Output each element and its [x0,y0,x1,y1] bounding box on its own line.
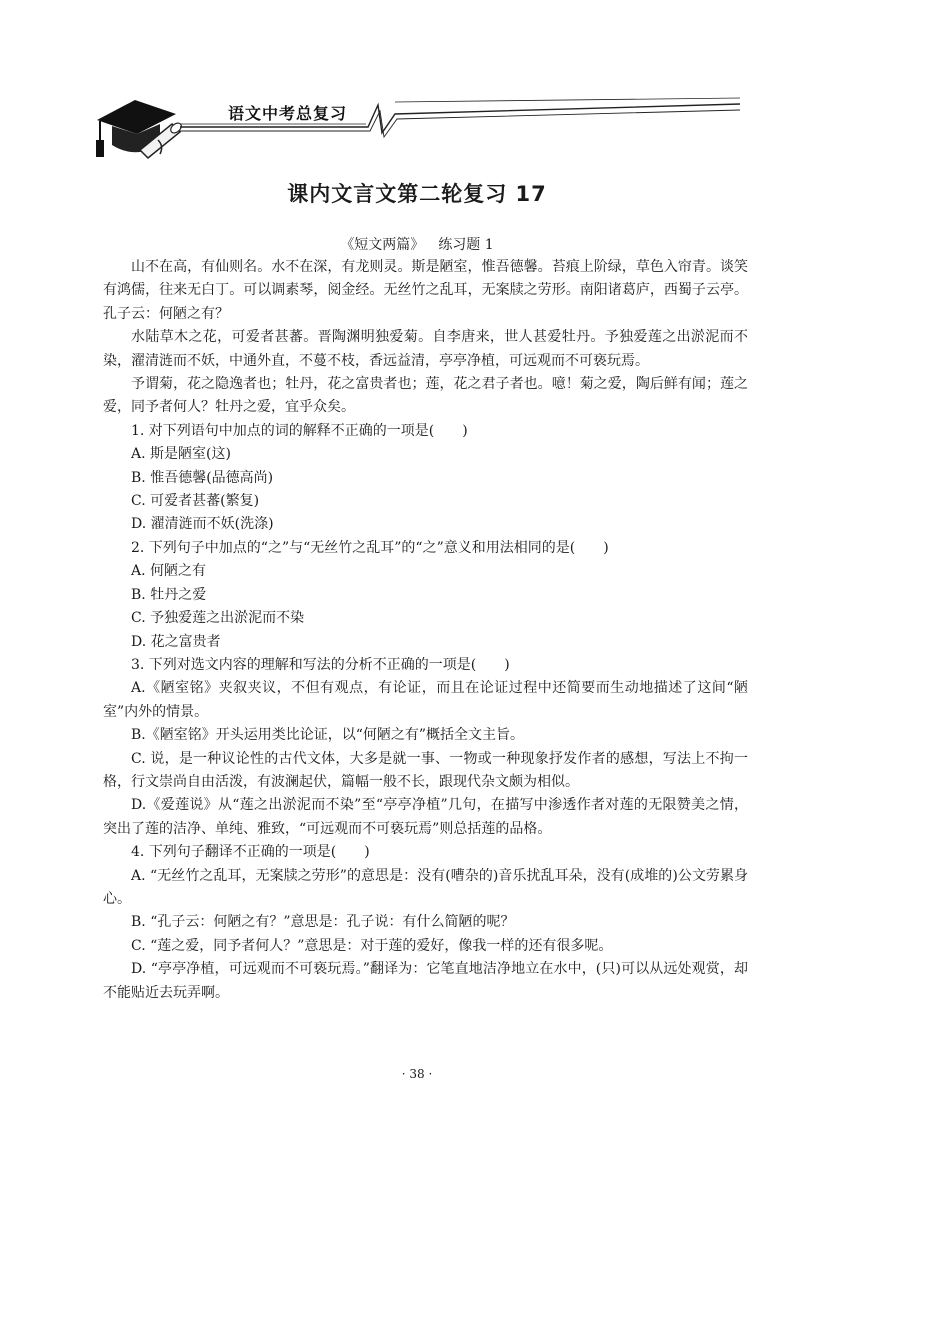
header-banner [0,0,950,170]
answer-option: C. “莲之爱，同予者何人？”意思是：对于莲的爱好，像我一样的还有很多呢。 [131,937,613,954]
subtitle-work: 《短文两篇》 [340,237,425,253]
answer-option: A. 斯是陋室(这) [131,446,231,463]
answer-option: B. 惟吾德馨(品德高尚) [131,469,274,486]
page-title: 课内文言文第二轮复习 17 [287,182,547,206]
header-title: 语文中考总复习 [228,104,348,123]
answer-option: B. “孔子云：何陋之有？”意思是：孔子说：有什么简陋的呢？ [131,914,515,931]
page-number: · 38 · [401,1067,433,1081]
answer-option: C. 说，是一种议论性的古代文体，大多是就一事、一物或一种现象抒发作者的感想，写法上不拘一格，行文崇尚自由活泼，有波澜起伏，篇幅一般不长，跟现代杂文颇为相似。 [103,750,748,790]
answer-option: D. 花之富贵者 [131,633,221,650]
graduation-cap-icon [96,100,176,157]
document-body [103,256,748,1005]
question-stem: 2. 下列句子中加点的“之”与“无丝竹之乱耳”的“之”意义和用法相同的是( ) [131,539,609,556]
question-stem: 1. 对下列语句中加点的词的解释不正确的一项是( ) [131,422,468,439]
answer-option: A. “无丝竹之乱耳，无案牍之劳形”的意思是：没有(嘈杂的)音乐扰乱耳朵，没有(成堆的)公文劳累身心。 [103,867,748,907]
subtitle-exercise: 练习题 1 [438,237,494,253]
answer-option: A.《陋室铭》夹叙夹议，不但有观点，有论证，而且在论证过程中还简要而生动地描述了这间“陋室”内外的情景。 [103,680,748,720]
passage-paragraph: 山不在高，有仙则名。水不在深，有龙则灵。斯是陋室，惟吾德馨。苔痕上阶绿，草色入帘青。谈笑有鸿儒，往来无白丁。可以调素琴，阅金经。无丝竹之乱耳，无案牍之劳形。南阳诸葛庐，西蜀子云亭。孔子云：何陋之有？ [103,259,748,322]
answer-option: B.《陋室铭》开头运用类比论证，以“何陋之有”概括全文主旨。 [131,727,525,744]
header-decoration [0,0,950,170]
answer-option: C. 可爱者甚蕃(繁复) [131,493,260,510]
passage-paragraph: 予谓菊，花之隐逸者也；牡丹，花之富贵者也；莲，花之君子者也。噫！菊之爱，陶后鲜有闻；莲之爱，同予者何人？牡丹之爱，宜乎众矣。 [103,376,748,416]
answer-option: A. 何陋之有 [131,563,207,580]
section-subtitle [0,234,834,254]
question-stem: 3. 下列对选文内容的理解和写法的分析不正确的一项是( ) [131,656,510,673]
question-stem: 4. 下列句子翻译不正确的一项是( ) [131,844,370,861]
answer-option: D. “亭亭净植，可远观而不可亵玩焉。”翻译为：它笔直地洁净地立在水中，(只)可以从远处观赏，却不能贴近去玩弄啊。 [103,961,748,1001]
answer-option: D. 濯清涟而不妖(洗涤) [131,516,274,533]
answer-option: D.《爱莲说》从“莲之出淤泥而不染”至“亭亭净植”几句，在描写中渗透作者对莲的无限赞美之情，突出了莲的洁净、单纯、雅致，“可远观而不可亵玩焉”则总括莲的品格。 [103,797,748,837]
answer-option: C. 予独爱莲之出淤泥而不染 [131,610,305,627]
answer-option: B. 牡丹之爱 [131,586,207,603]
passage-paragraph: 水陆草木之花，可爱者甚蕃。晋陶渊明独爱菊。自李唐来，世人甚爱牡丹。予独爱莲之出淤泥而不染，濯清涟而不妖，中通外直，不蔓不枝，香远益清，亭亭净植，可远观而不可亵玩焉。 [103,329,748,369]
